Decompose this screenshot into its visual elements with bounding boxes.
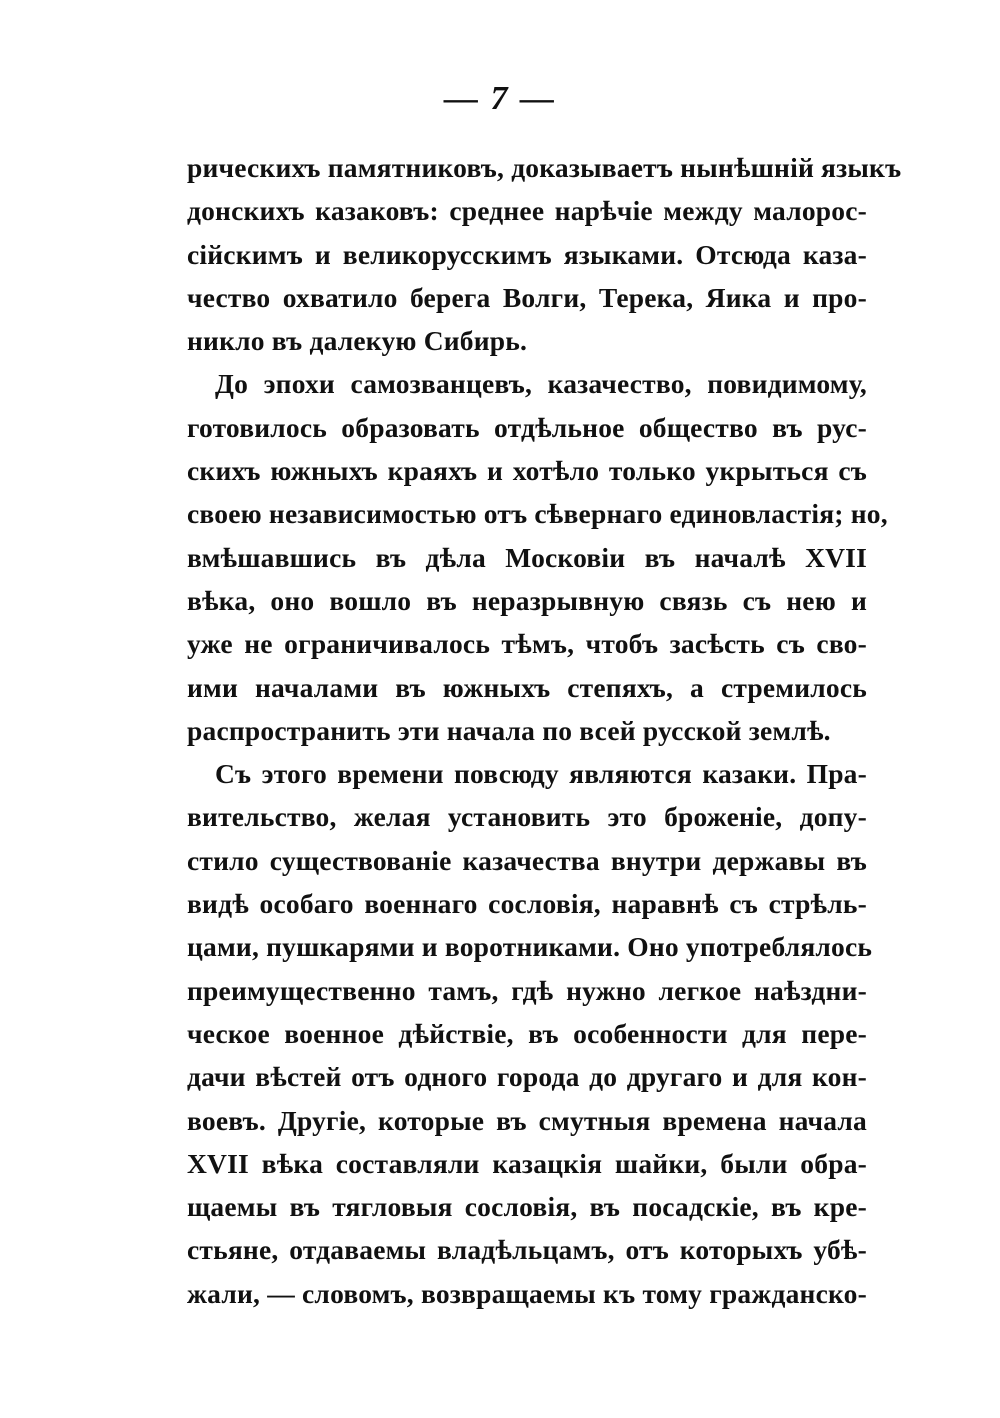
- text-line: цами, пушкарями и воротниками. Оно употреблялось: [187, 931, 873, 963]
- text-line: вительство, желая установить это броженіе, допу-: [187, 801, 867, 833]
- text-line: стьяне, отдаваемы владѣльцамъ, отъ которыхъ убѣ-: [187, 1234, 867, 1266]
- paragraph: [187, 362, 888, 752]
- text-line: вѣка, оно вошло въ неразрывную связь съ нею и: [187, 584, 867, 616]
- text-line: дачи вѣстей отъ одного города до другаго и для кон-: [187, 1061, 867, 1093]
- paragraph: [187, 752, 873, 1315]
- text-line: рическихъ памятниковъ, доказываетъ нынѣшній языкъ: [187, 152, 902, 183]
- text-line: своею независимостью отъ сѣвернаго единовластія; но,: [187, 498, 888, 530]
- text-line: Съ этого времени повсюду являются казаки. Пра-: [215, 758, 867, 790]
- page-number: — 7 —: [444, 80, 556, 117]
- text-line: уже не ограничивалось тѣмъ, чтобъ засѣсть съ сво-: [187, 628, 867, 660]
- text-line: вмѣшавшись въ дѣла Московіи въ началѣ XVII: [187, 541, 867, 573]
- text-line: щаемы въ тягловыя сословія, въ посадскіе, въ кре-: [187, 1191, 867, 1223]
- text-line: сійскимъ и великорусскимъ языками. Отсюда каза-: [187, 238, 867, 270]
- text-line: стило существованіе казачества внутри державы въ: [187, 844, 867, 876]
- text-line: жали, — словомъ, возвращаемы къ тому гражданско-: [187, 1277, 867, 1309]
- text-line: донскихъ казаковъ: среднее нарѣчіе между малорос-: [187, 195, 867, 227]
- paragraph: [187, 146, 902, 362]
- text-line: XVII вѣка составляли казацкія шайки, были обра-: [187, 1147, 867, 1179]
- text-line: видѣ особаго военнаго сословія, наравнѣ съ стрѣль-: [187, 888, 867, 920]
- text-line: ими началами въ южныхъ степяхъ, а стремилось: [187, 671, 867, 703]
- text-line: готовилось образовать отдѣльное общество въ рус-: [187, 411, 867, 443]
- text-line: преимущественно тамъ, гдѣ нужно легкое наѣздни-: [187, 974, 867, 1006]
- text-line: До эпохи самозванцевъ, казачество, повидимому,: [215, 368, 867, 400]
- text-line: чество охватило берега Волги, Терека, Яика и про-: [187, 281, 867, 313]
- text-line: никло въ далекую Сибирь.: [187, 325, 528, 357]
- text-line: воевъ. Другіе, которые въ смутныя времена начала: [187, 1104, 867, 1136]
- text-line: ческое военное дѣйствіе, въ особенности для пере-: [187, 1017, 867, 1049]
- text-line: скихъ южныхъ краяхъ и хотѣло только укрыться съ: [187, 455, 867, 487]
- body-text: [187, 146, 902, 1315]
- text-line: распространить эти начала по всей русской землѣ.: [187, 714, 831, 746]
